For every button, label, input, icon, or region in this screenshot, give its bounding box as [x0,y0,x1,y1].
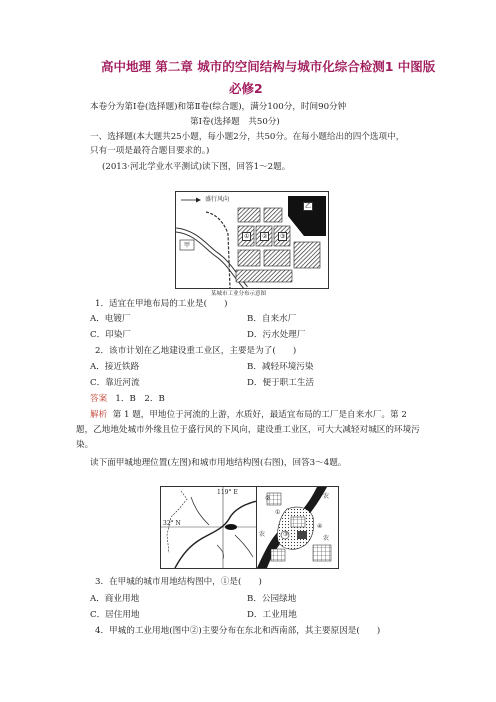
label-2: ② [262,233,268,240]
label-3: ③ [280,233,286,240]
q1-option-a: A．电镀厂 [90,314,131,324]
q4-stem: 4．甲城的工业用地(图中②)主要分布在东北和西南部，其主要原因是( ) [95,626,381,636]
location-map-graphic [161,487,257,568]
page-title-line2: 必修2 [229,81,263,96]
explain-line2: 题，乙地地处城市外缘且位于盛行风的下风向，建设重工业区，可大大减轻对城区的环境污 [76,425,420,435]
explain-label: 解析 [90,410,108,420]
label-1: ① [244,233,250,240]
instruction-line2: 只有一项是最符合题目要求的。) [90,146,210,156]
section-heading: 第Ⅰ卷(选择题 共50分) [190,117,280,127]
label-land-1: ① [275,509,281,516]
q3-option-d: D．工业用地 [247,610,297,620]
explain-line1 [90,410,407,421]
q1-option-d: D．污水处理厂 [247,330,306,340]
intro-q3-4: 读下面甲城地理位置(左图)和城市用地结构图(右图)，回答3～4题。 [90,458,347,468]
answer-text: 1．B 2．B [115,394,165,404]
q3-option-b: B．公园绿地 [247,594,297,604]
city-industry-map [175,191,329,289]
label-land-2: ② [265,495,271,502]
q2-stem: 2．该市计划在乙地建设重工业区，主要是为了( ) [95,346,297,356]
label-nong-2: 农 [259,531,266,538]
answer-block [90,394,165,405]
q3-option-a: A．商业用地 [90,594,140,604]
q1-option-c: C．印染厂 [90,330,131,340]
q1-option-b: B．自来水厂 [247,314,297,324]
q3-stem: 3．在甲城的城市用地结构图中，①是( ) [95,577,262,587]
question-source: (2013·河北学业水平测试)读下图，回答1～2题。 [102,162,291,172]
label-nong-1: 农 [323,493,330,500]
location-map [160,486,258,569]
q3-option-c: C．居住用地 [90,610,140,620]
page-title-line1: 高中地理 第二章 城市的空间结构与城市化综合检测1 中图版 [101,59,436,74]
label-yi: 乙 [305,203,312,210]
answer-label: 答案 [90,394,108,404]
instruction-line1: 一、选择题(本大题共25小题，每小题2分，共50分。在每小题给出的四个选项中， [90,132,405,142]
label-jia: 甲 [184,242,191,249]
explain-line3: 染。 [76,440,94,450]
q2-option-a: A．接近铁路 [90,362,140,372]
q2-option-c: C．靠近河流 [90,378,140,388]
figure1-caption: 某城市工业分布示意图 [211,291,267,297]
q2-option-b: B．减轻环境污染 [247,362,314,372]
land-use-map [256,486,339,569]
wind-direction-legend: 盛行风向 [205,196,230,203]
q2-option-d: D．便于职工生活 [247,378,315,388]
explain-text-1: 第 1 题，甲地位于河流的上游，水质好，最适宜布局的工厂是自来水厂。第 2 [112,410,407,420]
longitude-label: 119° E [217,489,238,496]
label-land-4: ④ [317,523,323,530]
q1-stem: 1．适宜在甲地布局的工业是( ) [95,299,228,309]
label-land-3: ③ [283,531,289,538]
label-nong-3: 农 [323,535,330,542]
latitude-label: 32° N [163,520,181,527]
exam-info: 本卷分为第Ⅰ卷(选择题)和第Ⅱ卷(综合题)，满分100分，时间90分钟 [90,102,347,112]
